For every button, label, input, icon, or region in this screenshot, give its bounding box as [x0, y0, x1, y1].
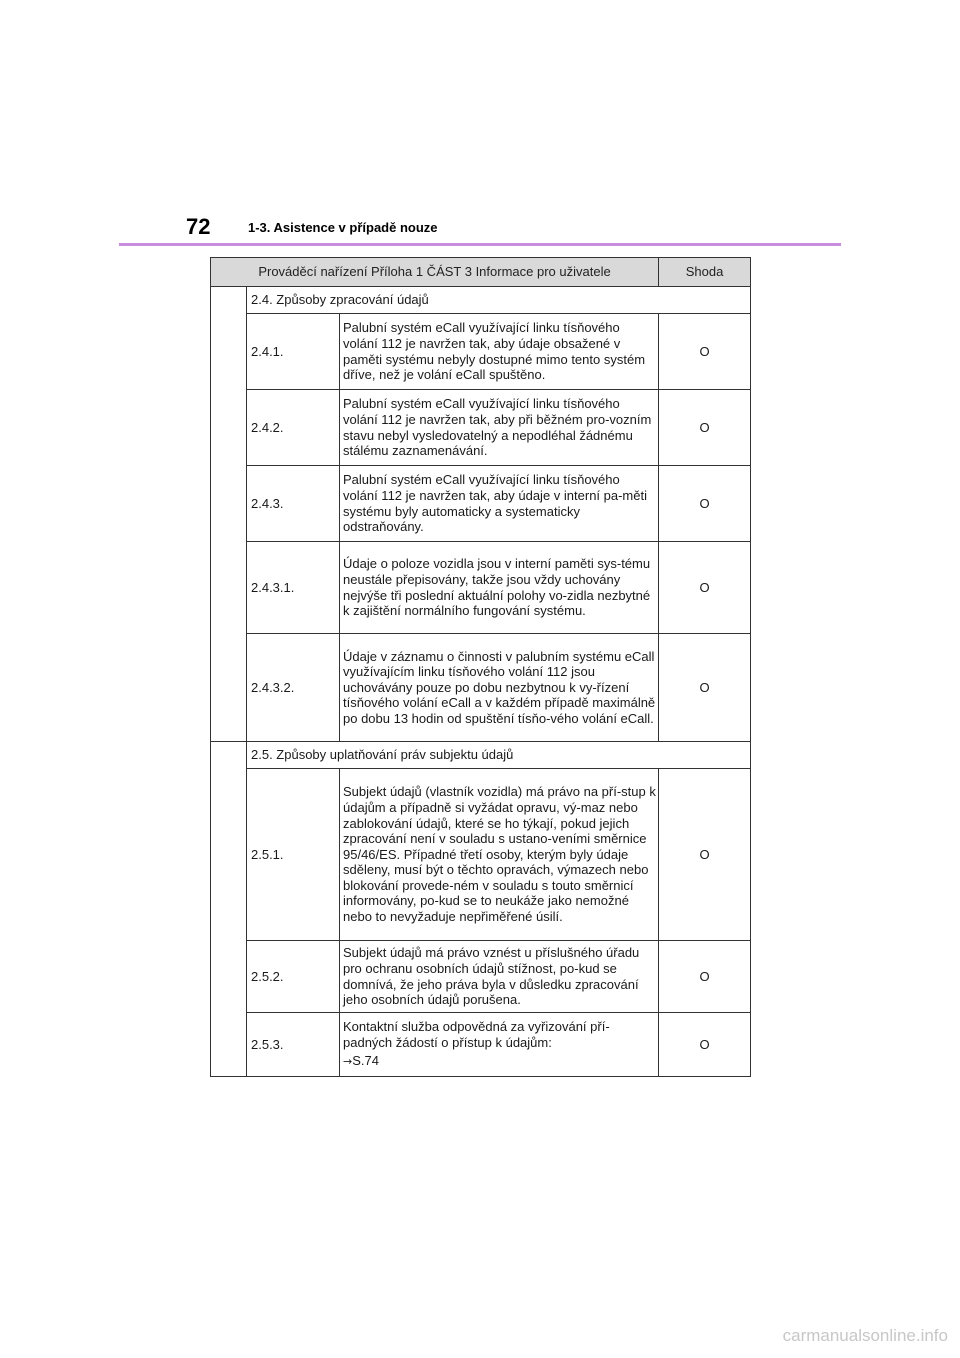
table-row — [211, 542, 751, 634]
header-divider — [119, 243, 841, 246]
row-number: 2.4.3. — [247, 466, 340, 542]
row-compliance: O — [659, 314, 751, 390]
page-number: 72 — [186, 214, 211, 239]
row-compliance: O — [659, 941, 751, 1013]
row-text: Údaje o poloze vozidla jsou v interní paměti sys-tému neustále přepisovány, takže jsou vždy uchovány nejvýše tři poslední aktuální polohy vo-zidla nezbytné k zajištění normálního fungování systému. — [340, 542, 659, 634]
row-compliance: O — [659, 390, 751, 466]
row-compliance: O — [659, 769, 751, 941]
row-number: 2.4.1. — [247, 314, 340, 390]
row-compliance: O — [659, 634, 751, 742]
page-reference-label: S.74 — [352, 1053, 379, 1069]
row-text: Palubní systém eCall využívající linku tísňového volání 112 je navržen tak, aby údaje obsažené v paměti systému nebyly dostupné mimo tento systém dříve, než je volání eCall spuštěno. — [340, 314, 659, 390]
header-compliance: Shoda — [659, 258, 751, 287]
header-regulation: Prováděcí nařízení Příloha 1 ČÁST 3 Informace pro uživatele — [211, 258, 659, 287]
section-title: 1-3. Asistence v případě nouze — [248, 220, 438, 235]
row-text: Subjekt údajů (vlastník vozidla) má právo na pří-stup k údajům a případně si vyžádat opravu, vý-maz nebo zablokování údajů, které se ho týkají, pokud jejich zpracování není v souladu s ustano-veními směrnice 95/46/ES. Případné třetí osoby, kterým byly údaje sděleny, musí být o těchto opravách, výmazech nebo blokování provede-ném v souladu s touto směrnicí informovány, po-kud se to neukáže jako nemožné nebo to nevyžaduje nepřiměřené úsilí. — [340, 769, 659, 941]
row-number: 2.5.2. — [247, 941, 340, 1013]
row-compliance: O — [659, 542, 751, 634]
row-number: 2.4.3.1. — [247, 542, 340, 634]
table-row — [211, 1013, 751, 1077]
row-text: Subjekt údajů má právo vznést u příslušného úřadu pro ochranu osobních údajů stížnost, po-kud se domnívá, že jeho práva byla v důsledku zpracování jeho osobních údajů porušena. — [340, 941, 659, 1013]
watermark: carmanualsonline.info — [782, 1326, 948, 1345]
group-title: 2.4. Způsoby zpracování údajů — [247, 287, 751, 314]
table-row — [211, 941, 751, 1013]
arrow-right-icon: → — [343, 1055, 353, 1069]
table-row — [211, 634, 751, 742]
row-compliance: O — [659, 1013, 751, 1077]
row-text — [340, 1013, 659, 1077]
row-number: 2.4.2. — [247, 390, 340, 466]
group-title: 2.5. Způsoby uplatňování práv subjektu údajů — [247, 742, 751, 769]
table-row — [211, 769, 751, 941]
row-text: Palubní systém eCall využívající linku tísňového volání 112 je navržen tak, aby údaje v interní pa-měti systému byly automaticky a systematicky odstraňovány. — [340, 466, 659, 542]
group-row — [211, 287, 751, 314]
row-text: Údaje v záznamu o činnosti v palubním systému eCall využívajícím linku tísňového volání 112 jsou uchovávány pouze po dobu nezbytnou k vy-řízení tísňového volání eCall a v každém případě maximálně po dobu 13 hodin od spuštění tísňo-vého volání eCall. — [340, 634, 659, 742]
compliance-table — [210, 257, 751, 1077]
table-header-row — [211, 258, 751, 287]
row-number: 2.4.3.2. — [247, 634, 340, 742]
row-text-body: Kontaktní služba odpovědná za vyřizování pří-padných žádostí o přístup k údajům: — [343, 1019, 610, 1050]
table-row — [211, 314, 751, 390]
table-row — [211, 390, 751, 466]
row-number: 2.5.1. — [247, 769, 340, 941]
table-row — [211, 466, 751, 542]
page-reference-link[interactable] — [343, 1053, 656, 1070]
group-indent-cell — [211, 742, 247, 1077]
row-text: Palubní systém eCall využívající linku tísňového volání 112 je navržen tak, aby při běžném pro-vozním stavu nebyl vysledovatelný a nepodléhal žádnému stálému zaznamenávání. — [340, 390, 659, 466]
group-row — [211, 742, 751, 769]
row-number: 2.5.3. — [247, 1013, 340, 1077]
group-indent-cell — [211, 287, 247, 742]
row-compliance: O — [659, 466, 751, 542]
